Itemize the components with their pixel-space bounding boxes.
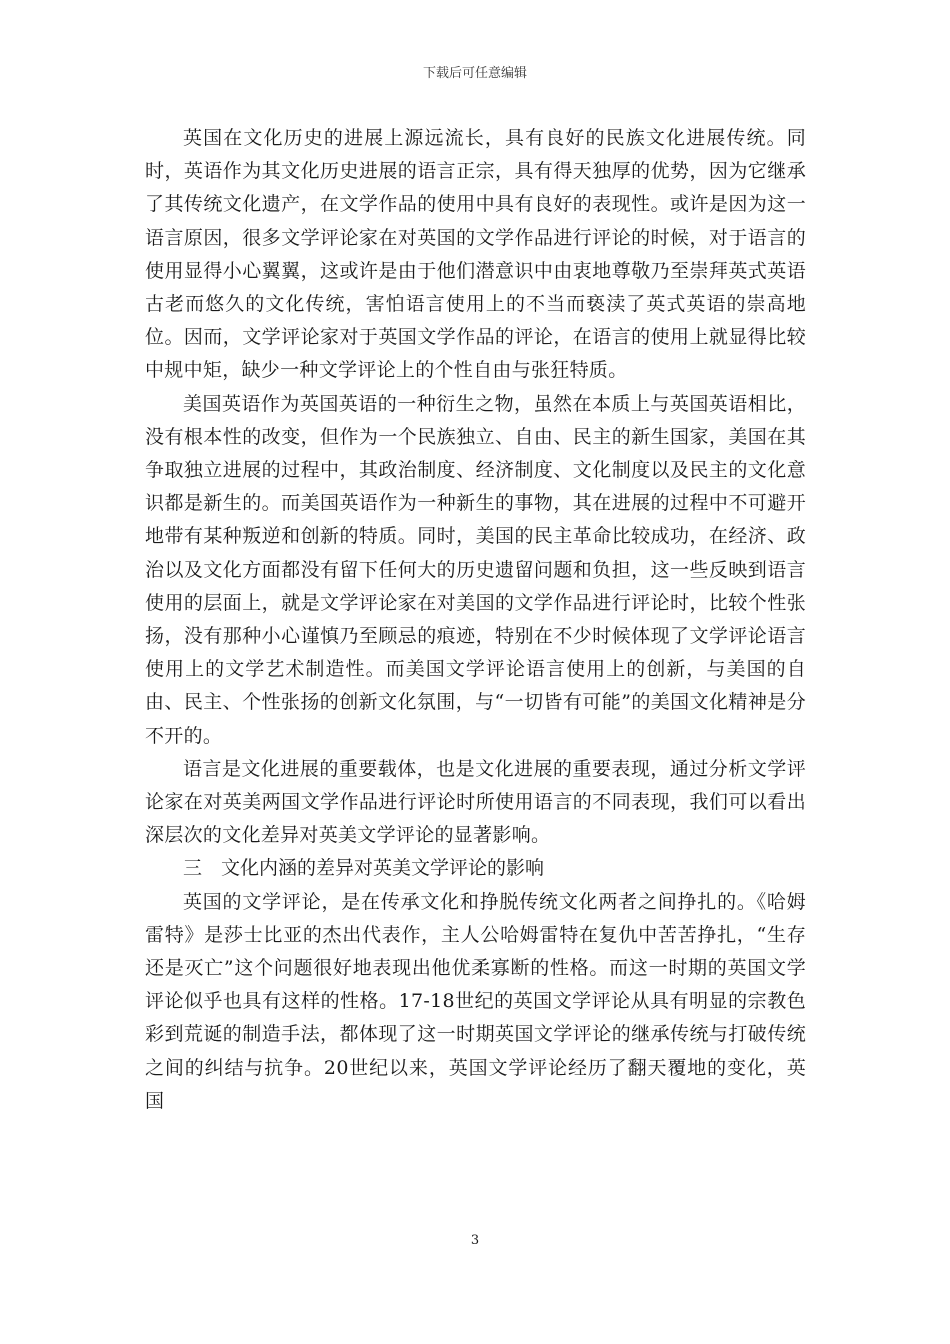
page-number: 3: [470, 1233, 480, 1248]
page-header: 下载后可任意编辑: [422, 66, 527, 81]
section-heading: 三 文化内涵的差异对英美文学评论的影响: [183, 857, 545, 880]
document-body: [145, 122, 806, 1118]
paragraph-language-carrier: 语言是文化进展的重要载体，也是文化进展的重要表现，通过分析文学评论家在对英美两国文学作品进行评论时所使用语言的不同表现，我们可以看出深层次的文化差异对英美文学评论的显著影响。: [145, 757, 806, 847]
paragraph-british-criticism: 英国的文学评论，是在传承文化和挣脱传统文化两者之间挣扎的。《哈姆雷特》是莎士比亚的杰出代表作，主人公哈姆雷特在复仇中苦苦挣扎，“生存还是灭亡”这个问题很好地表现出他优柔寡断的性格。而这一时期的英国文学评论似乎也具有这样的性格。17-18世纪的英国文学评论从具有明显的宗教色彩到荒诞的制造手法，都体现了这一时期英国文学评论的继承传统与打破传统之间的纠结与抗争。20世纪以来，英国文学评论经历了翻天覆地的变化，英国: [145, 890, 806, 1112]
paragraph-american-english-innovation: 美国英语作为英国英语的一种衍生之物，虽然在本质上与英国英语相比，没有根本性的改变，但作为一个民族独立、自由、民主的新生国家，美国在其争取独立进展的过程中，其政治制度、经济制度、文化制度以及民主的文化意识都是新生的。而美国英语作为一种新生的事物，其在进展的过程中不可避开地带有某种叛逆和创新的特质。同时，美国的民主革命比较成功，在经济、政治以及文化方面都没有留下任何大的历史遗留问题和负担，这一些反映到语言使用的层面上，就是文学评论家在对美国的文学作品进行评论时，比较个性张扬，没有那种小心谨慎乃至顾忌的痕迹，特别在不少时候体现了文学评论语言使用上的文学艺术制造性。而美国文学评论语言使用上的创新，与美国的自由、民主、个性张扬的创新文化氛围，与“一切皆有可能”的美国文化精神是分不开的。: [145, 392, 806, 747]
paragraph-british-language-tradition: 英国在文化历史的进展上源远流长，具有良好的民族文化进展传统。同时，英语作为其文化历史进展的语言正宗，具有得天独厚的优势，因为它继承了其传统文化遗产，在文学作品的使用中具有良好的表现性。或许是因为这一语言原因，很多文学评论家在对英国的文学作品进行评论的时候，对于语言的使用显得小心翼翼，这或许是由于他们潜意识中由衷地尊敬乃至崇拜英式英语古老而悠久的文化传统，害怕语言使用上的不当而亵渎了英式英语的崇高地位。因而，文学评论家对于英国文学作品的评论，在语言的使用上就显得比较中规中矩，缺少一种文学评论上的个性自由与张狂特质。: [145, 127, 806, 382]
